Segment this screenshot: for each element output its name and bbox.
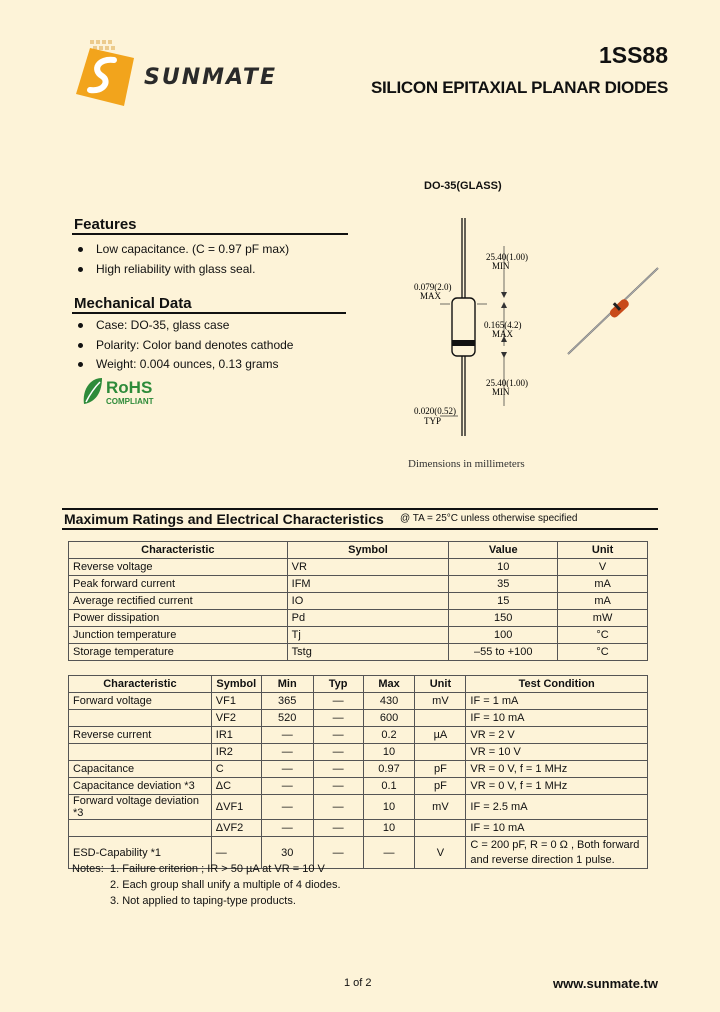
table-row: Peak forward current IFM 35 mA (69, 576, 648, 593)
list-item: Low capacitance. (C = 0.97 pF max) (74, 240, 289, 260)
package-title: DO-35(GLASS) (424, 180, 502, 192)
table-row: Average rectified current IO 15 mA (69, 593, 648, 610)
mechanical-title: Mechanical Data (74, 295, 192, 312)
svg-text:25.40(1.00): 25.40(1.00) (486, 252, 528, 262)
svg-text:SUNMATE: SUNMATE (144, 65, 277, 90)
table-row: Capacitance deviation *3 ΔC — — 0.1 pF VR = 0 V, f = 1 MHz (69, 778, 648, 795)
rohs-leaf-icon (80, 374, 170, 408)
mechanical-rule (72, 312, 346, 314)
ratings-condition: @ TA = 25°C unless otherwise specified (400, 513, 578, 524)
list-item: 3. Not applied to taping-type products. (110, 895, 296, 907)
page-number: 1 of 2 (344, 977, 372, 989)
list-item: High reliability with glass seal. (74, 260, 289, 280)
list-item: 1. Failure criterion ; IR > 50 µA at VR = 10 V (110, 863, 325, 875)
list-item: 2. Each group shall unify a multiple of 4 diodes. (110, 879, 341, 891)
table-row: ESD-Capability *1 — 30 — — V C = 200 pF, R = 0 Ω , Both forward and reverse direction 1 pulse. (69, 837, 648, 869)
svg-text:MIN: MIN (492, 387, 510, 397)
list-item: Weight: 0.004 ounces, 0.13 grams (74, 355, 293, 375)
package-caption: Dimensions in millimeters (408, 458, 525, 470)
electrical-table (68, 675, 648, 869)
notes (72, 861, 104, 877)
table-row: Reverse current IR1 — — 0.2 µA VR = 2 V (69, 727, 648, 744)
mechanical-list (74, 316, 293, 375)
svg-text:MAX: MAX (420, 291, 442, 301)
table-row: VF2 520 — 600 IF = 10 mA (69, 710, 648, 727)
table-header (69, 542, 648, 559)
ratings-top-rule (62, 508, 658, 510)
list-item: Polarity: Color band denotes cathode (74, 336, 293, 356)
features-list (74, 240, 289, 279)
table-row: Capacitance C — — 0.97 pF VR = 0 V, f = 1 MHz (69, 761, 648, 778)
features-title: Features (74, 216, 137, 233)
table-row: Forward voltage deviation *3 ΔVF1 — — 10 mV IF = 2.5 mA (69, 795, 648, 820)
table-row: Storage temperature Tstg –55 to +100 °C (69, 644, 648, 661)
col-symbol: Symbol (287, 542, 449, 559)
col-value: Value (449, 542, 558, 559)
svg-text:0.020(0.52): 0.020(0.52) (414, 406, 456, 416)
svg-text:25.40(1.00): 25.40(1.00) (486, 378, 528, 388)
ratings-bottom-rule (62, 528, 658, 530)
table-header: Characteristic Symbol Min Typ Max Unit Test Condition (69, 676, 648, 693)
list-item: Case: DO-35, glass case (74, 316, 293, 336)
table-row: Reverse voltage VR 10 V (69, 559, 648, 576)
package-drawing (400, 196, 670, 456)
notes-list (110, 861, 341, 909)
features-rule (72, 233, 348, 235)
table-row: Junction temperature Tj 100 °C (69, 627, 648, 644)
svg-text:COMPLIANT: COMPLIANT (106, 397, 154, 406)
notes-label: Notes: (72, 863, 104, 875)
svg-text:MIN: MIN (492, 261, 510, 271)
svg-text:MAX: MAX (492, 329, 514, 339)
svg-text:RoHS: RoHS (106, 378, 153, 397)
svg-text:TYP: TYP (424, 416, 442, 426)
website-link[interactable]: www.sunmate.tw (553, 976, 658, 991)
table-row: Power dissipation Pd 150 mW (69, 610, 648, 627)
company-logo (62, 36, 292, 116)
table-row: IR2 — — 10 VR = 10 V (69, 744, 648, 761)
product-subtitle: SILICON EPITAXIAL PLANAR DIODES (370, 78, 668, 97)
rohs-badge (80, 374, 170, 408)
part-number: 1SS88 (598, 42, 668, 68)
svg-text:0.165(4.2): 0.165(4.2) (484, 320, 522, 330)
col-characteristic: Characteristic (69, 542, 288, 559)
ratings-title: Maximum Ratings and Electrical Characteristics (64, 511, 384, 527)
svg-text:0.079(2.0): 0.079(2.0) (414, 282, 452, 292)
table-row: Forward voltage VF1 365 — 430 mV IF = 1 mA (69, 693, 648, 710)
table-row: ΔVF2 — — 10 IF = 10 mA (69, 820, 648, 837)
col-unit: Unit (558, 542, 648, 559)
ratings-table (68, 541, 648, 661)
